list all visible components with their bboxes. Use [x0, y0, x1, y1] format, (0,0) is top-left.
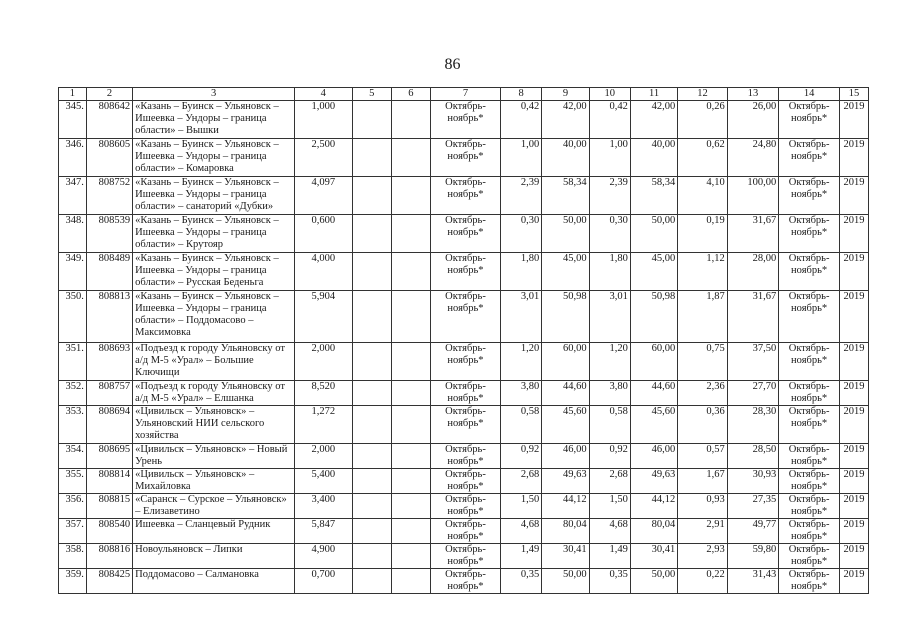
road-name-cell: «Казань – Буинск – Ульяновск – Ишеевка – Ундоры – граница области» – санаторий «Дубки» [133, 177, 295, 215]
column-number-cell: 13 [727, 88, 779, 101]
column-number-cell: 12 [678, 88, 727, 101]
value-cell-10: 0,35 [589, 569, 630, 594]
road-code-cell: 808539 [86, 215, 132, 253]
value-cell-11: 44,60 [630, 381, 677, 406]
year-cell: 2019 [840, 519, 869, 544]
year-cell: 2019 [840, 544, 869, 569]
road-name-cell: «Казань – Буинск – Ульяновск – Ишеевка – Ундоры – граница области» – Крутояр [133, 215, 295, 253]
work-period-cell: Октябрь-ноябрь* [430, 139, 500, 177]
value-cell-12: 1,12 [678, 253, 727, 291]
value-cell-10: 3,01 [589, 291, 630, 343]
road-code-cell: 808540 [86, 519, 132, 544]
work-period-cell-2: Октябрь-ноябрь* [779, 381, 840, 406]
work-period-cell: Октябрь-ноябрь* [430, 101, 500, 139]
value-cell-12: 4,10 [678, 177, 727, 215]
value-cell-11: 50,00 [630, 215, 677, 253]
work-period-cell-2: Октябрь-ноябрь* [779, 569, 840, 594]
value-cell-13: 26,00 [727, 101, 779, 139]
length-cell: 2,000 [294, 343, 352, 381]
year-cell: 2019 [840, 215, 869, 253]
column-number-cell: 2 [86, 88, 132, 101]
value-cell-10: 1,80 [589, 253, 630, 291]
table-row [59, 139, 869, 177]
value-cell-9: 30,41 [542, 544, 589, 569]
road-code-cell: 808425 [86, 569, 132, 594]
empty-cell-6 [391, 444, 430, 469]
road-name-cell: «Саранск – Сурское – Ульяновск» – Елизаветино [133, 494, 295, 519]
value-cell-13: 24,80 [727, 139, 779, 177]
table-row [59, 343, 869, 381]
value-cell-10: 3,80 [589, 381, 630, 406]
empty-cell-6 [391, 139, 430, 177]
table-row [59, 215, 869, 253]
value-cell-9: 60,00 [542, 343, 589, 381]
value-cell-13: 37,50 [727, 343, 779, 381]
value-cell-11: 50,00 [630, 569, 677, 594]
value-cell-12: 0,93 [678, 494, 727, 519]
value-cell-10: 4,68 [589, 519, 630, 544]
value-cell-13: 27,35 [727, 494, 779, 519]
value-cell-11: 40,00 [630, 139, 677, 177]
length-cell: 3,400 [294, 494, 352, 519]
year-cell: 2019 [840, 343, 869, 381]
value-cell-10: 2,68 [589, 469, 630, 494]
column-number-cell: 14 [779, 88, 840, 101]
value-cell-8: 1,00 [501, 139, 542, 177]
empty-cell-6 [391, 519, 430, 544]
year-cell: 2019 [840, 381, 869, 406]
value-cell-9: 42,00 [542, 101, 589, 139]
empty-cell-6 [391, 291, 430, 343]
work-period-cell-2: Октябрь-ноябрь* [779, 494, 840, 519]
empty-cell-5 [352, 406, 391, 444]
row-number-cell: 348. [59, 215, 87, 253]
value-cell-10: 0,42 [589, 101, 630, 139]
value-cell-12: 1,87 [678, 291, 727, 343]
value-cell-8: 1,50 [501, 494, 542, 519]
value-cell-10: 1,50 [589, 494, 630, 519]
value-cell-12: 0,19 [678, 215, 727, 253]
work-period-cell: Октябрь-ноябрь* [430, 177, 500, 215]
table-row [59, 544, 869, 569]
value-cell-12: 2,93 [678, 544, 727, 569]
value-cell-9: 50,98 [542, 291, 589, 343]
empty-cell-5 [352, 519, 391, 544]
value-cell-13: 31,67 [727, 215, 779, 253]
row-number-cell: 353. [59, 406, 87, 444]
value-cell-13: 28,30 [727, 406, 779, 444]
column-number-cell: 10 [589, 88, 630, 101]
year-cell: 2019 [840, 177, 869, 215]
length-cell: 5,904 [294, 291, 352, 343]
empty-cell-6 [391, 343, 430, 381]
road-code-cell: 808816 [86, 544, 132, 569]
value-cell-12: 0,26 [678, 101, 727, 139]
work-period-cell: Октябрь-ноябрь* [430, 253, 500, 291]
column-number-cell: 15 [840, 88, 869, 101]
column-number-cell: 6 [391, 88, 430, 101]
value-cell-9: 50,00 [542, 215, 589, 253]
value-cell-11: 42,00 [630, 101, 677, 139]
road-name-cell: «Подъезд к городу Ульяновску от а/д М-5 «Урал» – Елшанка [133, 381, 295, 406]
value-cell-12: 0,36 [678, 406, 727, 444]
length-cell: 5,847 [294, 519, 352, 544]
road-name-cell: Новоульяновск – Липки [133, 544, 295, 569]
length-cell: 0,600 [294, 215, 352, 253]
length-cell: 4,000 [294, 253, 352, 291]
value-cell-12: 2,91 [678, 519, 727, 544]
work-period-cell: Октябрь-ноябрь* [430, 469, 500, 494]
value-cell-12: 0,75 [678, 343, 727, 381]
work-period-cell: Октябрь-ноябрь* [430, 544, 500, 569]
work-period-cell-2: Октябрь-ноябрь* [779, 406, 840, 444]
value-cell-12: 2,36 [678, 381, 727, 406]
road-code-cell: 808757 [86, 381, 132, 406]
value-cell-9: 44,60 [542, 381, 589, 406]
road-code-cell: 808814 [86, 469, 132, 494]
road-name-cell: «Подъезд к городу Ульяновску от а/д М-5 «Урал» – Большие Ключищи [133, 343, 295, 381]
row-number-cell: 354. [59, 444, 87, 469]
work-period-cell: Октябрь-ноябрь* [430, 444, 500, 469]
value-cell-11: 80,04 [630, 519, 677, 544]
table-row [59, 444, 869, 469]
value-cell-9: 45,00 [542, 253, 589, 291]
value-cell-12: 0,57 [678, 444, 727, 469]
value-cell-13: 31,67 [727, 291, 779, 343]
length-cell: 1,000 [294, 101, 352, 139]
empty-cell-5 [352, 469, 391, 494]
road-code-cell: 808813 [86, 291, 132, 343]
length-cell: 8,520 [294, 381, 352, 406]
row-number-cell: 351. [59, 343, 87, 381]
table-row [59, 381, 869, 406]
value-cell-12: 0,62 [678, 139, 727, 177]
length-cell: 5,400 [294, 469, 352, 494]
empty-cell-6 [391, 215, 430, 253]
row-number-cell: 347. [59, 177, 87, 215]
road-name-cell: Поддомасово – Салмановка [133, 569, 295, 594]
road-code-cell: 808815 [86, 494, 132, 519]
length-cell: 0,700 [294, 569, 352, 594]
value-cell-8: 1,49 [501, 544, 542, 569]
row-number-cell: 349. [59, 253, 87, 291]
road-code-cell: 808695 [86, 444, 132, 469]
empty-cell-5 [352, 177, 391, 215]
work-period-cell-2: Октябрь-ноябрь* [779, 101, 840, 139]
year-cell: 2019 [840, 469, 869, 494]
work-period-cell: Октябрь-ноябрь* [430, 381, 500, 406]
empty-cell-5 [352, 343, 391, 381]
empty-cell-6 [391, 469, 430, 494]
value-cell-13: 27,70 [727, 381, 779, 406]
column-number-cell: 1 [59, 88, 87, 101]
page-number: 86 [444, 56, 461, 73]
value-cell-10: 1,20 [589, 343, 630, 381]
length-cell: 4,900 [294, 544, 352, 569]
value-cell-10: 1,49 [589, 544, 630, 569]
work-period-cell-2: Октябрь-ноябрь* [779, 444, 840, 469]
row-number-cell: 357. [59, 519, 87, 544]
table-row [59, 101, 869, 139]
empty-cell-6 [391, 494, 430, 519]
work-period-cell-2: Октябрь-ноябрь* [779, 291, 840, 343]
row-number-cell: 358. [59, 544, 87, 569]
row-number-cell: 352. [59, 381, 87, 406]
empty-cell-5 [352, 253, 391, 291]
table-row [59, 494, 869, 519]
value-cell-13: 28,50 [727, 444, 779, 469]
empty-cell-6 [391, 544, 430, 569]
year-cell: 2019 [840, 494, 869, 519]
value-cell-11: 60,00 [630, 343, 677, 381]
work-period-cell-2: Октябрь-ноябрь* [779, 253, 840, 291]
column-number-cell: 5 [352, 88, 391, 101]
value-cell-13: 59,80 [727, 544, 779, 569]
column-number-row [59, 88, 869, 101]
road-code-cell: 808693 [86, 343, 132, 381]
value-cell-11: 45,00 [630, 253, 677, 291]
road-code-cell: 808752 [86, 177, 132, 215]
value-cell-9: 58,34 [542, 177, 589, 215]
road-code-cell: 808642 [86, 101, 132, 139]
value-cell-13: 30,93 [727, 469, 779, 494]
year-cell: 2019 [840, 253, 869, 291]
work-period-cell-2: Октябрь-ноябрь* [779, 469, 840, 494]
empty-cell-5 [352, 444, 391, 469]
work-period-cell: Октябрь-ноябрь* [430, 343, 500, 381]
row-number-cell: 356. [59, 494, 87, 519]
road-name-cell: «Цивильск – Ульяновск» – Новый Урень [133, 444, 295, 469]
work-period-cell-2: Октябрь-ноябрь* [779, 177, 840, 215]
empty-cell-5 [352, 494, 391, 519]
empty-cell-6 [391, 569, 430, 594]
value-cell-8: 1,80 [501, 253, 542, 291]
value-cell-12: 0,22 [678, 569, 727, 594]
column-number-cell: 11 [630, 88, 677, 101]
value-cell-8: 2,39 [501, 177, 542, 215]
value-cell-9: 50,00 [542, 569, 589, 594]
value-cell-8: 1,20 [501, 343, 542, 381]
empty-cell-5 [352, 291, 391, 343]
value-cell-11: 44,12 [630, 494, 677, 519]
road-name-cell: «Казань – Буинск – Ульяновск – Ишеевка – Ундоры – граница области» – Вышки [133, 101, 295, 139]
value-cell-13: 100,00 [727, 177, 779, 215]
value-cell-11: 45,60 [630, 406, 677, 444]
year-cell: 2019 [840, 444, 869, 469]
road-name-cell: «Казань – Буинск – Ульяновск – Ишеевка – Ундоры – граница области» – Русская Беденьга [133, 253, 295, 291]
work-period-cell: Октябрь-ноябрь* [430, 494, 500, 519]
value-cell-8: 0,58 [501, 406, 542, 444]
empty-cell-6 [391, 381, 430, 406]
empty-cell-5 [352, 101, 391, 139]
road-repair-table [58, 87, 869, 594]
value-cell-8: 3,01 [501, 291, 542, 343]
road-name-cell: «Казань – Буинск – Ульяновск – Ишеевка – Ундоры – граница области» – Поддомасово – Максимовка [133, 291, 295, 343]
length-cell: 2,000 [294, 444, 352, 469]
empty-cell-5 [352, 381, 391, 406]
column-number-cell: 9 [542, 88, 589, 101]
row-number-cell: 350. [59, 291, 87, 343]
work-period-cell-2: Октябрь-ноябрь* [779, 519, 840, 544]
table-row [59, 469, 869, 494]
road-code-cell: 808694 [86, 406, 132, 444]
value-cell-8: 0,30 [501, 215, 542, 253]
table-row [59, 177, 869, 215]
empty-cell-5 [352, 569, 391, 594]
value-cell-11: 46,00 [630, 444, 677, 469]
work-period-cell: Октябрь-ноябрь* [430, 519, 500, 544]
value-cell-11: 58,34 [630, 177, 677, 215]
road-name-cell: Ишеевка – Сланцевый Рудник [133, 519, 295, 544]
value-cell-9: 45,60 [542, 406, 589, 444]
column-number-cell: 8 [501, 88, 542, 101]
value-cell-9: 80,04 [542, 519, 589, 544]
row-number-cell: 359. [59, 569, 87, 594]
value-cell-8: 0,92 [501, 444, 542, 469]
year-cell: 2019 [840, 291, 869, 343]
road-code-cell: 808605 [86, 139, 132, 177]
year-cell: 2019 [840, 406, 869, 444]
value-cell-9: 46,00 [542, 444, 589, 469]
value-cell-13: 28,00 [727, 253, 779, 291]
year-cell: 2019 [840, 139, 869, 177]
value-cell-9: 44,12 [542, 494, 589, 519]
empty-cell-6 [391, 101, 430, 139]
work-period-cell-2: Октябрь-ноябрь* [779, 139, 840, 177]
empty-cell-5 [352, 215, 391, 253]
table-row [59, 569, 869, 594]
value-cell-9: 40,00 [542, 139, 589, 177]
value-cell-8: 0,35 [501, 569, 542, 594]
row-number-cell: 346. [59, 139, 87, 177]
empty-cell-6 [391, 406, 430, 444]
column-number-cell: 3 [133, 88, 295, 101]
row-number-cell: 355. [59, 469, 87, 494]
year-cell: 2019 [840, 569, 869, 594]
value-cell-11: 50,98 [630, 291, 677, 343]
value-cell-11: 30,41 [630, 544, 677, 569]
value-cell-10: 1,00 [589, 139, 630, 177]
value-cell-11: 49,63 [630, 469, 677, 494]
empty-cell-5 [352, 139, 391, 177]
road-name-cell: «Цивильск – Ульяновск» – Ульяновский НИИ сельского хозяйства [133, 406, 295, 444]
work-period-cell-2: Октябрь-ноябрь* [779, 215, 840, 253]
value-cell-10: 0,58 [589, 406, 630, 444]
length-cell: 1,272 [294, 406, 352, 444]
value-cell-13: 49,77 [727, 519, 779, 544]
road-name-cell: «Казань – Буинск – Ульяновск – Ишеевка – Ундоры – граница области» – Комаровка [133, 139, 295, 177]
work-period-cell-2: Октябрь-ноябрь* [779, 544, 840, 569]
column-number-cell: 4 [294, 88, 352, 101]
year-cell: 2019 [840, 101, 869, 139]
road-code-cell: 808489 [86, 253, 132, 291]
row-number-cell: 345. [59, 101, 87, 139]
value-cell-13: 31,43 [727, 569, 779, 594]
value-cell-8: 0,42 [501, 101, 542, 139]
value-cell-10: 0,92 [589, 444, 630, 469]
work-period-cell: Октябрь-ноябрь* [430, 291, 500, 343]
value-cell-12: 1,67 [678, 469, 727, 494]
work-period-cell: Октябрь-ноябрь* [430, 569, 500, 594]
value-cell-8: 3,80 [501, 381, 542, 406]
value-cell-10: 2,39 [589, 177, 630, 215]
empty-cell-6 [391, 253, 430, 291]
value-cell-8: 2,68 [501, 469, 542, 494]
length-cell: 4,097 [294, 177, 352, 215]
value-cell-8: 4,68 [501, 519, 542, 544]
work-period-cell: Октябрь-ноябрь* [430, 406, 500, 444]
road-name-cell: «Цивильск – Ульяновск» – Михайловка [133, 469, 295, 494]
empty-cell-6 [391, 177, 430, 215]
empty-cell-5 [352, 544, 391, 569]
table-row [59, 253, 869, 291]
length-cell: 2,500 [294, 139, 352, 177]
value-cell-10: 0,30 [589, 215, 630, 253]
table-row [59, 291, 869, 343]
column-number-cell: 7 [430, 88, 500, 101]
table-row [59, 406, 869, 444]
value-cell-9: 49,63 [542, 469, 589, 494]
work-period-cell: Октябрь-ноябрь* [430, 215, 500, 253]
table-row [59, 519, 869, 544]
work-period-cell-2: Октябрь-ноябрь* [779, 343, 840, 381]
